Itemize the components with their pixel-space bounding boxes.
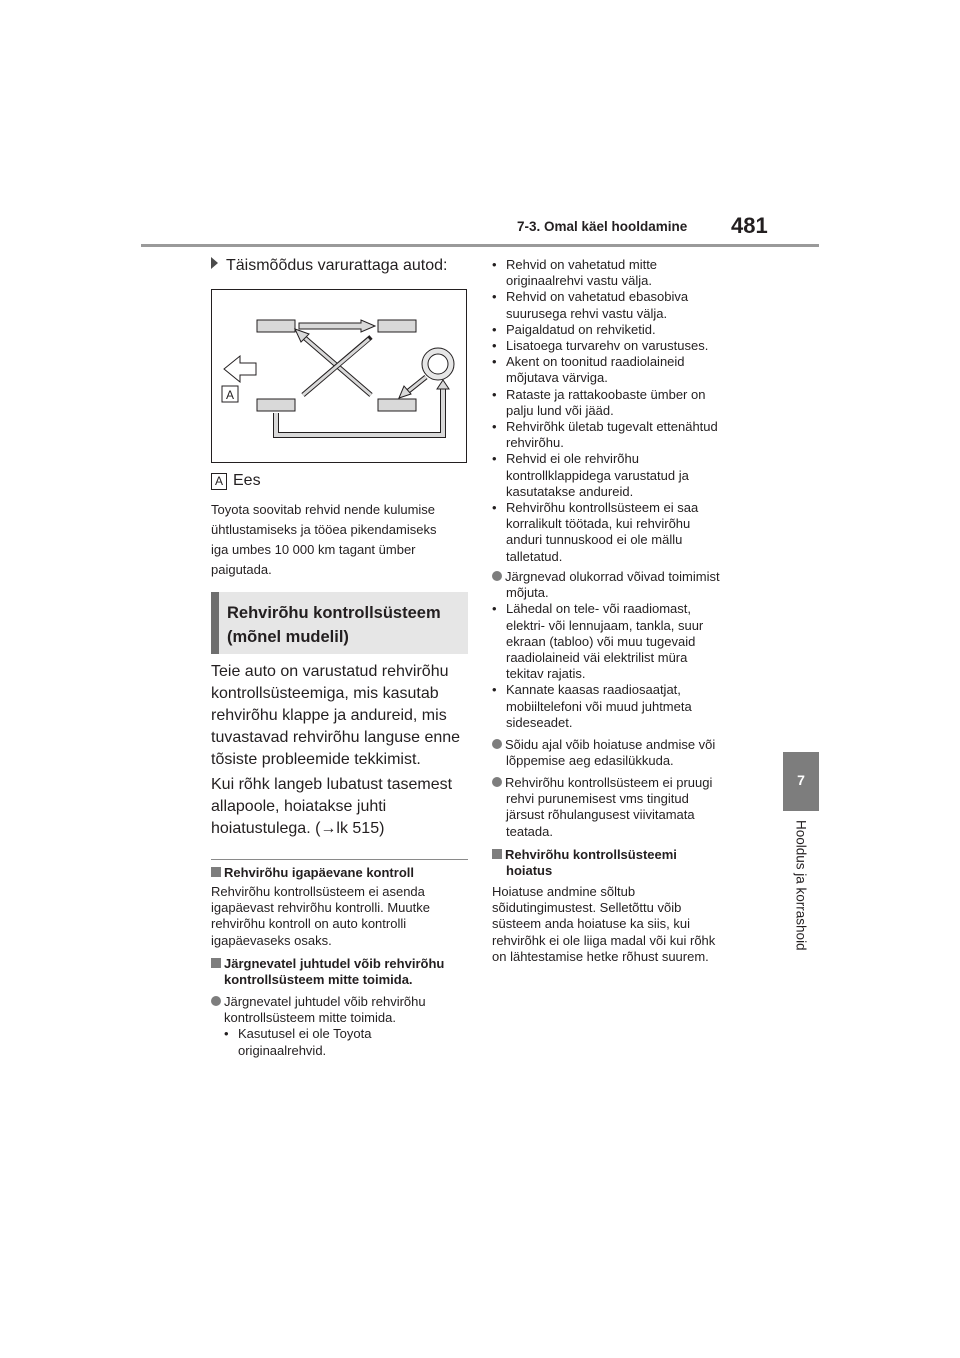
square-bullet-icon <box>211 867 221 877</box>
tire-front-right <box>378 320 416 332</box>
list-item: • Lähedal on tele- või raadiomast, elektri- või lennujaam, tankla, suur ekraan (tabloo) või muu tugevaid raadiolaineid väi elektrilist müra tekitav rajatis. <box>492 601 704 682</box>
list-item: • Rehvirõhk ületab tugevalt ettenähtud rehvirõhu. <box>492 419 718 451</box>
not-working-heading: Järgnevatel juhtudel võib rehvirõhu kontrollsüsteem mitte toimida. <box>211 956 444 988</box>
tire-rear-right <box>378 399 416 411</box>
timing-note: Sõidu ajal võib hoiatuse andmise või lõppemise aeg edasilükkuda. <box>492 737 762 769</box>
not-working-intro: Järgnevatel juhtudel võib rehvirõhu kontrollsüsteem mitte toimida. • Kasutusel ei ole Toyota originaalrehvid. <box>211 994 426 1059</box>
page-number: 481 <box>731 213 768 238</box>
tire-rear-left <box>257 399 295 411</box>
section-title: Rehvirõhu kontrollsüsteem (mõnel mudelil) <box>227 604 441 646</box>
daily-check-heading: Rehvirõhu igapäevane kontroll <box>211 865 414 881</box>
legend-front: A Ees <box>211 472 261 490</box>
spare-heading: Täismõõdus varurattaga autod: <box>211 257 447 275</box>
subsection-divider <box>211 859 468 860</box>
chapter-label <box>783 820 819 970</box>
section-header: 7-3. Omal käel hooldamine <box>517 219 688 234</box>
rotation-diagram-svg <box>211 289 467 463</box>
header-divider <box>141 244 819 247</box>
list-item: • Rehvid ei ole rehvirõhu kontrollklappidega varustatud ja kasutatakse andureid. <box>492 451 689 499</box>
list-item: • Rataste ja rattakoobaste ümber on palju lund või jääd. <box>492 386 706 418</box>
daily-check-text: Rehvirõhu kontrollsüsteem ei asenda igapäevast rehvirõhu kontrolli. Muutke rehvirõhu kontroll on auto kontrolli igapäevaseks osaks. <box>211 884 430 948</box>
chapter-tab <box>783 752 819 811</box>
diagram-label-a: A <box>225 388 235 402</box>
tire-front-left <box>257 320 295 332</box>
warning-paragraph: Kui rõhk langeb lubatust tasemest allapoole, hoiatakse juhti hoiatustulega. (→lk 515) <box>211 776 453 837</box>
triangle-bullet-icon <box>211 257 218 269</box>
list-item: • Rehvid on vahetatud mitte originaalrehvi vastu välja. <box>492 257 658 289</box>
list-item: • Lisatoega turvarehv on varustuses. <box>492 338 709 354</box>
arrow-right-icon: → <box>320 820 337 837</box>
warning-heading: Rehvirõhu kontrollsüsteemi hoiatus <box>492 847 762 879</box>
list-item: • Kannate kaasas raadiosaatjat, mobiiltelefoni või muud juhtmeta sideseadet. <box>492 682 692 730</box>
condition-list-1 <box>492 257 762 565</box>
chapter-label-text: Hooldus ja korrashoid <box>793 820 809 951</box>
tire-rotation-diagram <box>211 289 467 463</box>
section-title-box <box>211 592 468 654</box>
list-item: • Rehvid on vahetatud ebasobiva suurusega rehvi vastu välja. <box>492 289 689 321</box>
list-item: • Rehvirõhu kontrollsüsteem ei saa korralikult töötada, kui rehvirõhu anduri tunnuskood ei ole mällu talletatud. <box>492 500 699 564</box>
circle-bullet-icon <box>211 996 221 1006</box>
intro-paragraph: Teie auto on varustatud rehvirõhu kontrollsüsteemiga, mis kasutab rehvirõhu klappe ja andureid, mis tuvastavad rehvirõhu languse enne tõsiste probleemide tekkimist. <box>211 663 461 768</box>
circle-bullet-icon <box>492 571 502 581</box>
square-bullet-icon <box>492 849 502 859</box>
burst-note: Rehvirõhu kontrollsüsteem ei pruugi rehvi purunemisest vms tingitud järsust rõhulangusest viivitamata teatada. <box>492 775 762 840</box>
warning-text: Hoiatuse andmine sõltub sõidutingimustest. Selletõttu võib süsteem anda hoiatuse ka siis, kui rehvirõhk ei ole liiga madal või kui rõhk on lähtestamise hetke rõhust suurem. <box>492 884 716 964</box>
legend-label-box: A <box>211 473 227 490</box>
page-reference-link[interactable]: lk 515) <box>336 820 385 837</box>
rotation-note: Toyota soovitab rehvid nende kulumise ühtlustamiseks ja tööea pikendamiseks iga umbes 10 000 km tagant ümber paigutada. <box>211 502 437 577</box>
influence-block: Järgnevad olukorrad võivad toimimist mõjuta. • Lähedal on tele- või raadiomast, elektri- või lennujaam, tankla, suur ekraan (tabloo) või muu tugevaid raadiolaineid väi elektrilist müra tekitav rajatis. • Kannate kaasas raadiosaatjat, mobiiltelefoni või muud juhtmeta sideseadet. <box>492 569 762 731</box>
circle-bullet-icon <box>492 739 502 749</box>
circle-bullet-icon <box>492 777 502 787</box>
list-item: • Akent on toonitud raadiolaineid mõjutava värviga. <box>492 354 685 386</box>
square-bullet-icon <box>211 958 221 968</box>
chapter-number: 7 <box>797 772 805 788</box>
list-item: • Paigaldatud on rehviketid. <box>492 321 656 337</box>
